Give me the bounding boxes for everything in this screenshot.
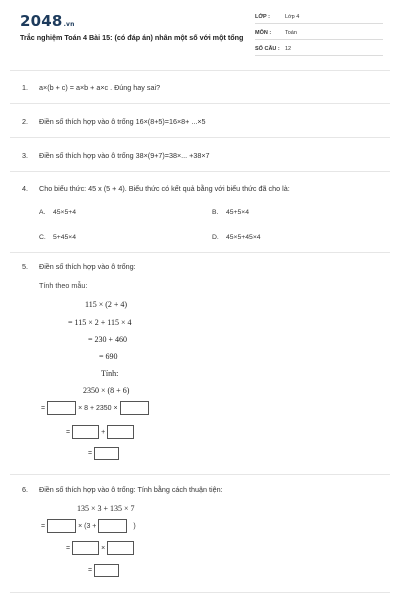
answer-box[interactable]	[72, 541, 99, 555]
option-text: 45+5×4	[226, 209, 250, 216]
meta-grade-label: LỚP :	[255, 14, 270, 20]
divider	[10, 137, 390, 138]
compute-expression: 2350 × (8 + 6)	[83, 386, 130, 395]
logo-suffix: .vn	[63, 21, 75, 28]
question-number: 2.	[22, 117, 28, 126]
question-6	[22, 485, 223, 494]
times-sign: ×	[101, 544, 106, 552]
sample-line: = 115 × 2 + 115 × 4	[68, 318, 132, 327]
question-1	[22, 83, 160, 92]
expression-text: × 8 + 2350 ×	[78, 404, 118, 412]
answer-box[interactable]	[107, 425, 134, 439]
close-paren: )	[133, 522, 136, 530]
equals-sign: =	[41, 404, 46, 412]
option-b[interactable]	[212, 209, 249, 216]
answer-row-1	[39, 519, 138, 533]
equals-sign: =	[66, 544, 71, 552]
page-header	[0, 0, 400, 68]
option-d[interactable]	[212, 234, 261, 241]
plus-sign: +	[101, 428, 106, 436]
equals-sign: =	[41, 522, 46, 530]
answer-box[interactable]	[72, 425, 99, 439]
compute-expression: 135 × 3 + 135 × 7	[77, 504, 135, 513]
divider	[10, 474, 390, 475]
answer-box[interactable]	[47, 519, 76, 533]
divider	[10, 171, 390, 172]
option-letter: A.	[39, 209, 46, 216]
option-letter: D.	[212, 234, 219, 241]
sample-line: = 690	[99, 352, 118, 361]
question-text: Điền số thích hợp vào ô trống 16×(8+5)=16×8+ ...×5	[39, 117, 206, 126]
question-4	[22, 184, 290, 193]
question-text: Điền số thích hợp vào ô trống: Tính bằng cách thuận tiện:	[39, 485, 223, 494]
sample-label: Tính theo mẫu:	[39, 281, 88, 290]
question-number: 5.	[22, 262, 28, 271]
meta-subject-value: Toán	[285, 30, 297, 36]
meta-count	[255, 42, 383, 56]
meta-count-label: SỐ CÂU :	[255, 46, 280, 52]
answer-row-2	[64, 425, 134, 439]
answer-row-3	[86, 564, 119, 577]
compute-label: Tính:	[101, 369, 119, 378]
divider	[10, 103, 390, 104]
meta-grade	[255, 10, 383, 24]
answer-box[interactable]	[94, 447, 119, 460]
equals-sign: =	[88, 450, 93, 457]
site-logo[interactable]	[20, 12, 75, 30]
answer-box[interactable]	[107, 541, 134, 555]
option-letter: C.	[39, 234, 46, 241]
question-3	[22, 151, 210, 160]
answer-row-2	[64, 541, 134, 555]
question-number: 3.	[22, 151, 28, 160]
option-text: 45×5+4	[53, 209, 77, 216]
meta-grade-value: Lớp 4	[285, 14, 300, 20]
expression-text: × (3 +	[78, 522, 97, 530]
sample-line: = 230 + 460	[88, 335, 128, 344]
answer-box[interactable]	[120, 401, 149, 415]
sample-line: 115 × (2 + 4)	[85, 300, 128, 309]
answer-box[interactable]	[47, 401, 76, 415]
option-text: 5+45×4	[53, 234, 77, 241]
option-a[interactable]	[39, 209, 76, 216]
question-2	[22, 117, 206, 126]
divider	[10, 70, 390, 71]
equals-sign: =	[66, 428, 71, 436]
question-text: Cho biểu thức: 45 x (5 + 4). Biểu thức có kết quả bằng với biểu thức đã cho là:	[39, 184, 290, 193]
page-title: Trắc nghiệm Toán 4 Bài 15: (có đáp án) nhân một số với một tổng	[20, 33, 244, 42]
answer-row-1	[39, 401, 149, 415]
question-number: 6.	[22, 485, 28, 494]
answer-box[interactable]	[98, 519, 127, 533]
question-text: Điền số thích hợp vào ô trống 38×(9+7)=38×... +38×7	[39, 151, 210, 160]
question-text: a×(b + c) = a×b + a×c . Đúng hay sai?	[39, 83, 161, 92]
meta-subject-label: MÔN :	[255, 30, 272, 36]
divider	[10, 252, 390, 253]
meta-count-value: 12	[285, 46, 292, 52]
option-text: 45×5+45×4	[226, 234, 261, 241]
option-letter: B.	[212, 209, 219, 216]
answer-row-3	[86, 447, 119, 460]
answer-box[interactable]	[94, 564, 119, 577]
option-c[interactable]	[39, 234, 76, 241]
equals-sign: =	[88, 567, 93, 574]
question-number: 1.	[22, 83, 28, 92]
question-5	[22, 262, 136, 271]
question-number: 4.	[22, 184, 28, 193]
meta-subject	[255, 26, 383, 40]
logo-text: 2048	[20, 12, 63, 30]
divider	[10, 592, 390, 593]
question-text: Điền số thích hợp vào ô trống:	[39, 262, 136, 271]
